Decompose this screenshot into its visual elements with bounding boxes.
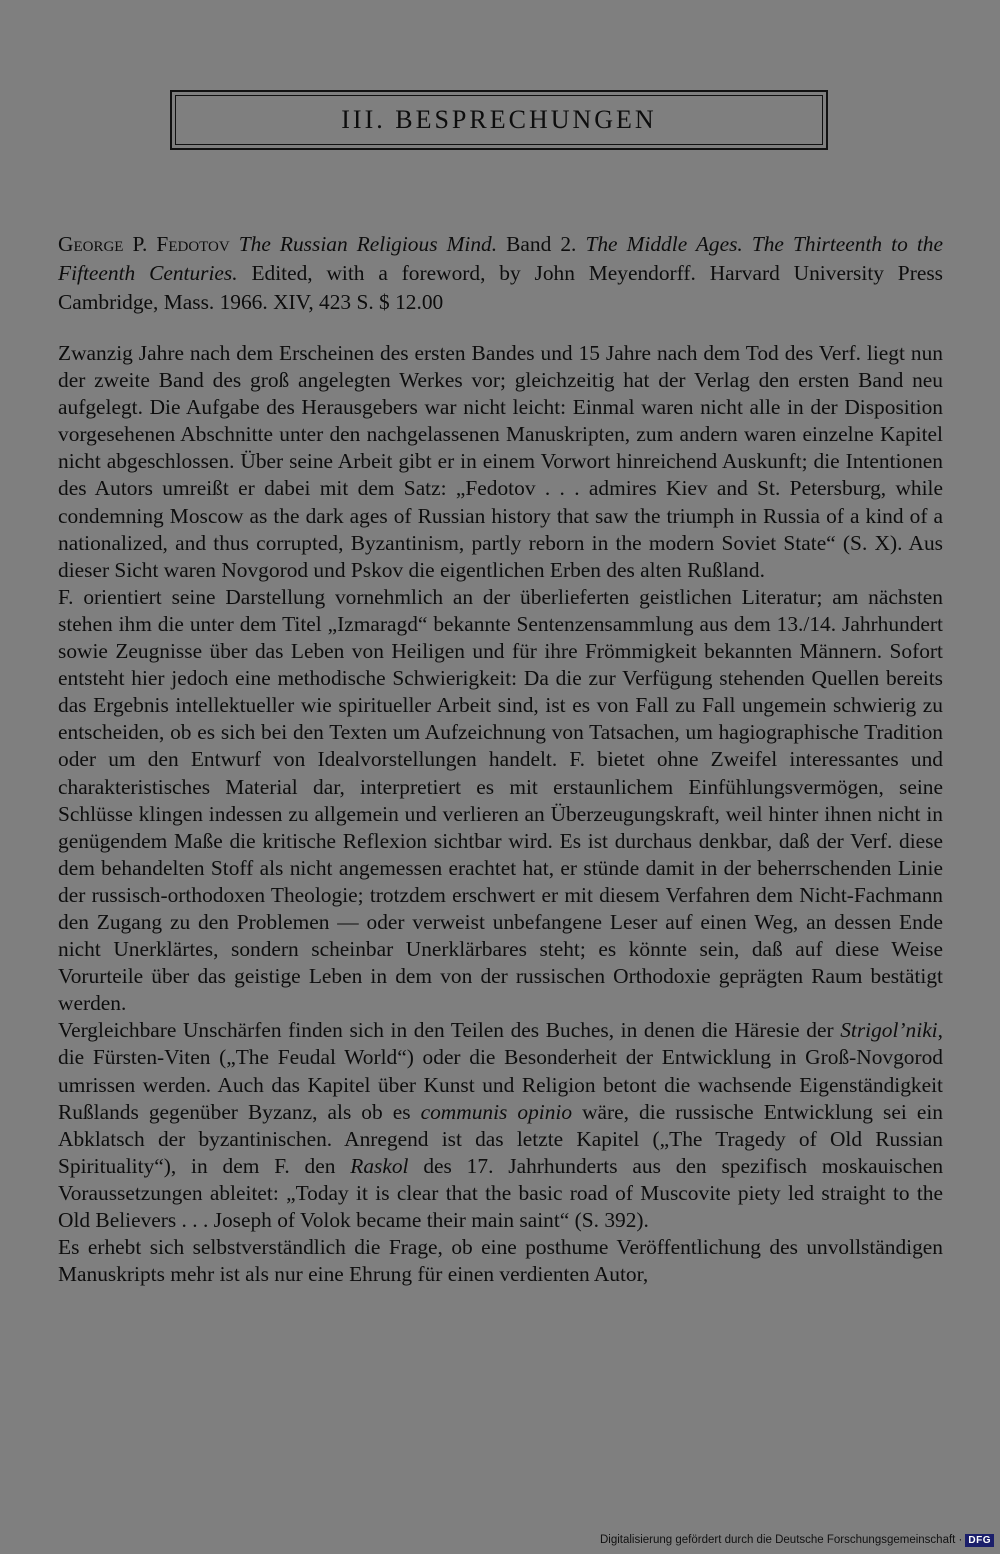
paragraph-3 [58, 1017, 943, 1234]
section-header-box [170, 90, 828, 150]
citation-subtitle: The Middle Ages. The Thirteenth to the Fifteenth Centuries. [58, 232, 943, 285]
review-body [58, 340, 943, 1288]
paragraph-3-text-d: des 17. Jahrhunderts aus den spezifisch moskauischen Voraussetzungen ableitet: „Today it is clear that the basic road of Muscovite piety led straight to the Old Believers . . . Joseph of Volok became their main saint“ (S. 392). [58, 1153, 944, 1232]
book-citation [58, 230, 943, 317]
paragraph-1: Zwanzig Jahre nach dem Erscheinen des ersten Bandes und 15 Jahre nach dem Tod des Verf. liegt nun der zweite Band des groß angelegten Werkes vor; gleichzeitig hat der Verlag den ersten Band neu aufgelegt. Die Aufgabe des Herausgebers war nicht leicht: Einmal waren nicht alle in der Disposition vorgesehenen Abschnitte unter den nachgelassenen Manuskripten, zum andern waren einzelne Kapitel nicht abgeschlossen. Über seine Arbeit gibt er in einem Vorwort hinreichend Auskunft; die Intentionen des Autors umreißt er dabei mit dem Satz: „Fedotov . . . admires Kiev and St. Petersburg, while condemning Moscow as the dark ages of Russian history that saw the triumph in Russia of a kind of a nationalized, and thus corrupted, Byzantinism, partly reborn in the modern Soviet State“ (S. X). Aus dieser Sicht waren Novgorod und Pskov die eigentlichen Erben des alten Rußland. [58, 341, 943, 582]
paragraph-3-italic-raskol: Raskol [350, 1153, 409, 1178]
digitization-footer [600, 1532, 994, 1548]
citation-volume: Band 2. [497, 232, 586, 256]
footer-text: Digitalisierung gefördert durch die Deutsche Forschungsgemeinschaft · [599, 1534, 963, 1546]
paragraph-3-text-a: Vergleichbare Unschärfen finden sich in den Teilen des Buches, in denen die Häresie der [58, 1018, 841, 1043]
section-title: III. BESPRECHUNGEN [341, 105, 657, 134]
citation-details: Edited, with a foreword, by John Meyendorff. Harvard University Press Cambridge, Mass. 1966. XIV, 423 S. $ 12.00 [58, 261, 943, 314]
citation-author: George P. Fedotov [58, 232, 230, 256]
citation-title: The Russian Religious Mind. [238, 232, 498, 256]
paragraph-2: F. orientiert seine Darstellung vornehmlich an der überlieferten geistlichen Literatur; am nächsten stehen ihm die unter dem Titel „Izmaragd“ bekannte Sentenzensammlung aus dem 13./14. Jahrhundert sowie Zeugnisse über das Leben von Heiligen und für ihre Frömmigkeit bekannten Männern. Sofort entsteht hier jedoch eine methodische Schwierigkeit: Da die zur Verfügung stehenden Quellen bereits das Ergebnis intellektueller wie spiritueller Arbeit sind, ist es von Fall zu Fall ungemein schwierig zu entscheiden, ob es sich bei den Texten um Aufzeichnung von Tatsachen, um hagiographische Tradition oder um den Entwurf von Idealvorstellungen handelt. F. bietet ohne Zweifel interessantes und charakteristisches Material dar, interpretiert es mit erstaunlichem Einfühlungsvermögen, seine Schlüsse klingen indessen zu allgemein und verlieren an Überzeugungskraft, weil hinter ihnen nicht in genügendem Maße die kritische Reflexion sichtbar wird. Es ist durchaus denkbar, daß der Verf. diese dem behandelten Stoff als nicht angemessen erachtet hat, er stünde damit in der beherrschenden Linie der russisch-orthodoxen Theologie; trotzdem erschwert er mit diesem Verfahren dem Nicht-Fachmann den Zugang zu den Problemen — oder verweist unbefangene Leser auf einen Weg, an dessen Ende nicht Unerklärtes, sondern scheinbar Unerklärbares steht; es könnte sein, daß auf diese Weise Vorurteile über das geistige Leben in dem von der russischen Orthodoxie geprägten Raum bestätigt werden. [58, 584, 943, 1016]
paragraph-4: Es erhebt sich selbstverständlich die Frage, ob eine posthume Veröffentlichung des unvollständigen Manuskripts mehr ist als nur eine Ehrung für einen verdienten Autor, [58, 1235, 943, 1287]
dfg-logo-icon: DFG [965, 1534, 994, 1547]
paragraph-3-text-c: wäre, die russische Entwicklung sei ein Abklatsch der byzantinischen. Anregend ist das letzte Kapitel („The Tragedy of Old Russian Spirituality“), in dem F. den [58, 1099, 943, 1178]
paragraph-3-italic-strigolniki: Strigol’niki [840, 1018, 938, 1043]
paragraph-3-italic-communis: communis opinio [420, 1099, 573, 1124]
paragraph-3-text-b: , die Fürsten-Viten („The Feudal World“) oder die Besonderheit der Entwicklung in Groß-Novgorod umrissen werden. Auch das Kapitel über Kunst und Religion betont die wachsende Eigenständigkeit Rußlands gegenüber Byzanz, als ob es [58, 1018, 943, 1124]
